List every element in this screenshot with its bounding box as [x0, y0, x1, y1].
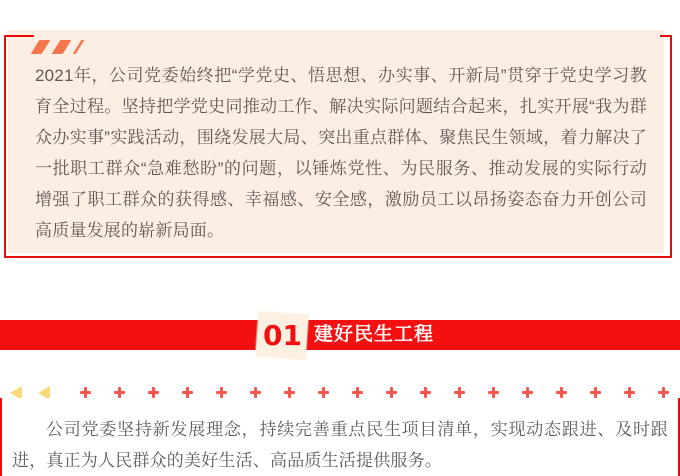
plus-icon: [658, 387, 669, 398]
plus-icon: [250, 387, 261, 398]
plus-icon: [556, 387, 567, 398]
section-banner: [0, 320, 680, 350]
section-number: 01: [262, 319, 302, 352]
plus-icon: [216, 387, 227, 398]
body-quote-section: [0, 398, 680, 476]
section-title: 建好民生工程: [314, 324, 435, 345]
plus-icon: [352, 387, 363, 398]
slashes-icon: [35, 40, 80, 56]
plus-icon: [182, 387, 193, 398]
slash-icon: [52, 40, 72, 54]
plus-icon: [386, 387, 397, 398]
plus-icon: [148, 387, 159, 398]
plus-icon: [420, 387, 431, 398]
plus-icon: [522, 387, 533, 398]
section-number-badge: [255, 311, 308, 359]
intro-paragraph: 2021年，公司党委始终把“学党史、悟思想、办实事、开新局”贯穿于党史学习教育全过程。坚持把学党史同推动工作、解决实际问题结合起来，扎实开展“我为群众办实事”实践活动，围绕发展大局、突出重点群体、聚焦民生领域，着力解决了一批职工群众“急难愁盼”的问题，以锤炼党性、为民服务、推动发展的实际行动增强了职工群众的获得感、幸福感、安全感，激励员工以昂扬姿态奋力开创公司高质量发展的崭新局面。: [35, 66, 647, 240]
plus-icon: [590, 387, 601, 398]
body-paragraph: 公司党委坚持新发展理念，持续完善重点民生项目清单，实现动态跟进、及时跟进，真正为人民群众的美好生活、高品质生活提供服务。: [12, 420, 668, 470]
plus-icon: [114, 387, 125, 398]
intro-quote-section: [0, 30, 680, 258]
plus-icon: [624, 387, 635, 398]
plus-icon: [284, 387, 295, 398]
plus-icon: [488, 387, 499, 398]
plus-icon: [454, 387, 465, 398]
plus-icon: [80, 387, 91, 398]
plus-icon: [318, 387, 329, 398]
divider-plus-row: [80, 387, 669, 398]
